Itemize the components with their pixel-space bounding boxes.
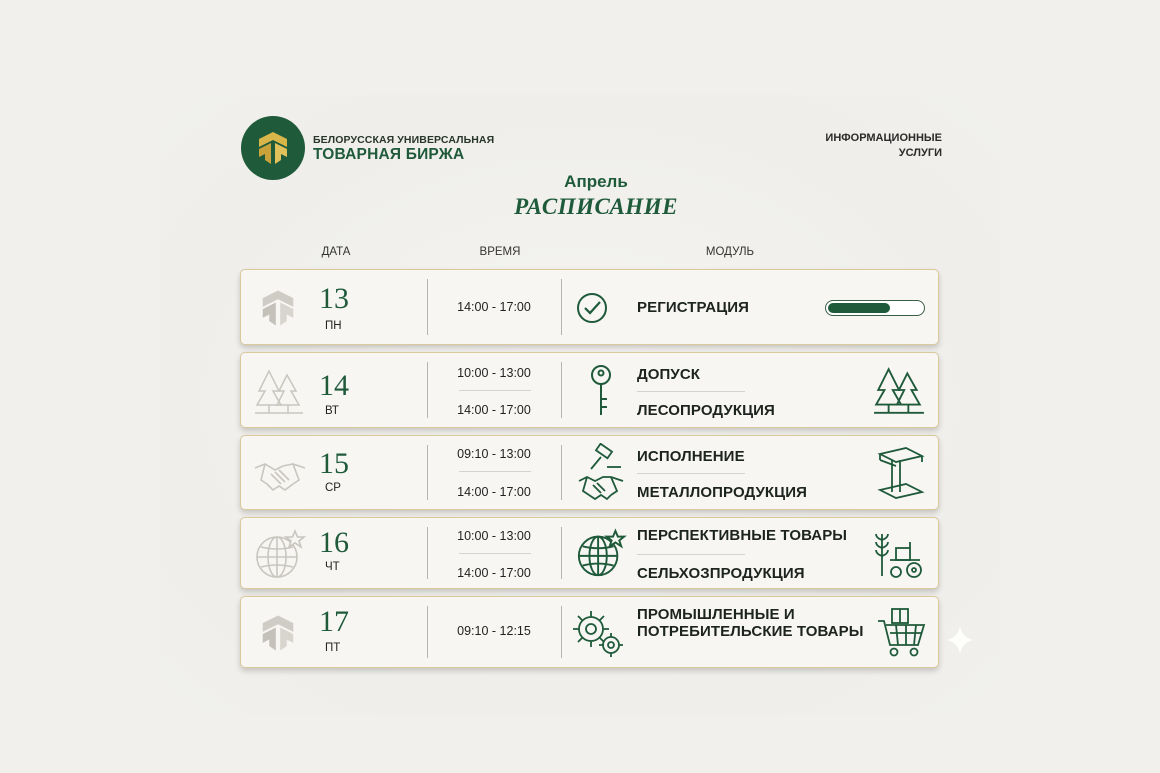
module-name: РЕГИСТРАЦИЯ	[637, 299, 750, 316]
weekday: ВТ	[325, 405, 339, 417]
time-slot: 14:00 - 17:00	[457, 566, 531, 580]
info-line-1: ИНФОРМАЦИОННЫЕ	[825, 132, 942, 144]
tractor-wheat-icon	[874, 526, 926, 587]
time-slot: 14:00 - 17:00	[457, 300, 531, 314]
logo-icon	[253, 284, 303, 337]
time-slot: 10:00 - 13:00	[457, 529, 531, 543]
module-name: ЛЕСОПРОДУКЦИЯ	[637, 402, 775, 419]
module-name: ДОПУСК	[637, 366, 701, 383]
column-header-date: ДАТА	[321, 246, 351, 258]
time-slot: 09:10 - 12:15	[457, 624, 531, 638]
page-title: РАСПИСАНИЕ	[514, 194, 678, 219]
schedule-row	[240, 435, 939, 510]
weekday: СР	[325, 482, 341, 494]
time-slot: 14:00 - 17:00	[457, 403, 531, 417]
module-name: ПЕРСПЕКТИВНЫЕ ТОВАРЫ	[637, 527, 848, 544]
module-name: ПРОМЫШЛЕННЫЕ И	[637, 606, 795, 623]
module-name: ПОТРЕБИТЕЛЬСКИЕ ТОВАРЫ	[637, 623, 864, 640]
gears-icon	[571, 607, 627, 664]
info-line-2: УСЛУГИ	[898, 147, 942, 159]
schedule-row	[240, 596, 939, 668]
logo-icon	[253, 609, 303, 662]
weekday: ЧТ	[325, 561, 340, 573]
brand-subtitle: БЕЛОРУССКАЯ УНИВЕРСАЛЬНАЯ	[313, 134, 495, 146]
module-name: ИСПОЛНЕНИЕ	[637, 448, 745, 465]
day-number: 17	[319, 605, 349, 638]
info-services-label	[825, 131, 942, 161]
weekday: ПН	[325, 320, 342, 332]
brand-name: ТОВАРНАЯ БИРЖА	[313, 146, 465, 163]
column-header-time: ВРЕМЯ	[479, 246, 521, 258]
check-circle-icon	[574, 290, 610, 331]
steel-beam-icon	[876, 444, 926, 507]
progress-bar	[825, 300, 925, 316]
column-header-module: МОДУЛЬ	[705, 246, 755, 258]
shopping-cart-icon	[876, 605, 926, 664]
key-icon	[583, 363, 619, 424]
gavel-handshake-icon	[577, 443, 625, 506]
trees-icon	[253, 365, 305, 422]
globe-star-icon	[575, 527, 627, 584]
day-number: 13	[319, 282, 349, 315]
weekday: ПТ	[325, 642, 341, 654]
schedule-row	[240, 517, 939, 589]
module-name: МЕТАЛЛОПРОДУКЦИЯ	[637, 484, 807, 501]
time-slot: 14:00 - 17:00	[457, 485, 531, 499]
module-name: СЕЛЬХОЗПРОДУКЦИЯ	[637, 565, 805, 582]
handshake-icon	[253, 450, 307, 501]
globe-star-icon	[253, 527, 307, 586]
day-number: 15	[319, 447, 349, 480]
schedule-row	[240, 269, 939, 345]
month-label: Апрель	[564, 172, 628, 191]
sparkle-icon	[946, 626, 974, 659]
time-slot: 10:00 - 13:00	[457, 366, 531, 380]
bucu-logo-icon	[241, 116, 305, 180]
day-number: 14	[319, 369, 349, 402]
day-number: 16	[319, 526, 349, 559]
time-slot: 09:10 - 13:00	[457, 447, 531, 461]
schedule-row	[240, 352, 939, 428]
trees-icon	[872, 363, 926, 422]
